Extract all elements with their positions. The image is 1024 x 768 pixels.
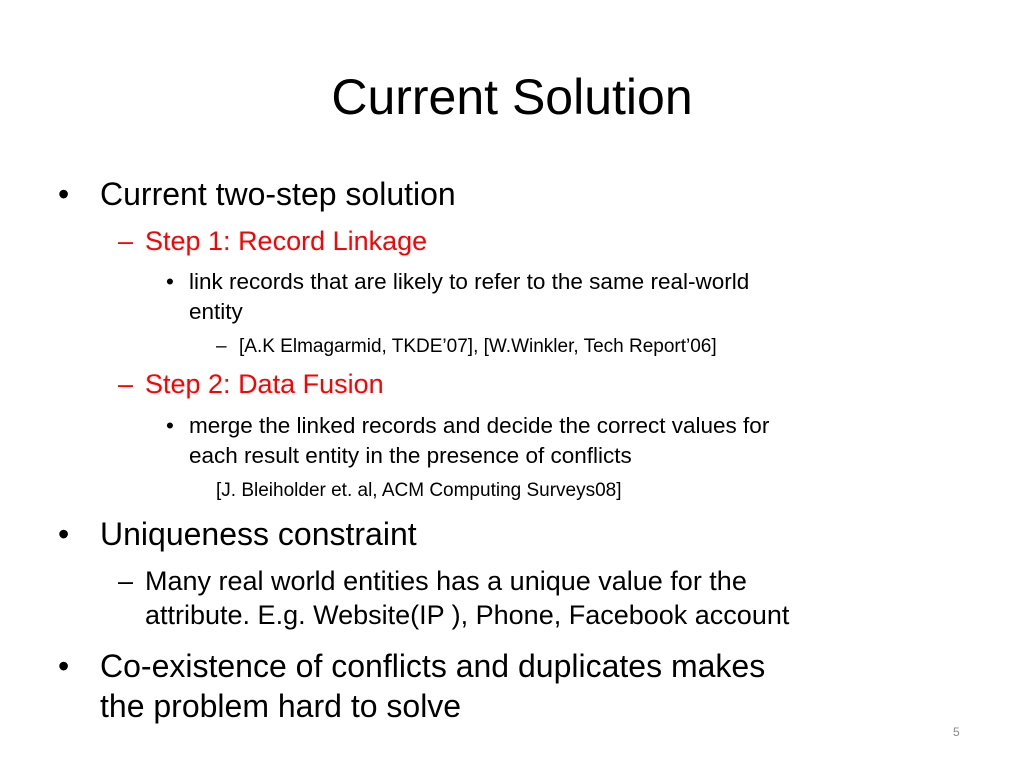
reference-text: [A.K Elmagarmid, TKDE’07], [W.Winkler, Tech Report’06] [239,336,717,357]
detail-text: link records that are likely to refer to the same real-world [189,269,750,294]
bullet-text: Uniqueness constraint [100,516,417,552]
bullet-marker: • [58,648,70,684]
dash-marker: – [118,369,134,399]
dash-marker: – [216,336,227,357]
reference-step2 [216,478,622,504]
sub-bullet-uniqueness-line2 [145,599,789,632]
dash-marker: – [118,226,134,256]
page-number: 5 [953,725,960,739]
bullet-marker: • [166,269,174,294]
bullet-text: Current two-step solution [100,176,456,212]
sub-bullet-text: Many real world entities has a unique value for the [145,566,747,596]
sub-bullet-text: Step 1: Record Linkage [145,226,428,256]
sub-bullet-text: Step 2: Data Fusion [145,369,384,399]
dash-marker: – [118,566,134,596]
bullet-text-continued: the problem hard to solve [100,688,462,724]
sub-bullet-text-continued: attribute. E.g. Website(IP ), Phone, Facebook account [145,600,790,630]
bullet-marker: • [166,413,174,438]
bullet-coexistence-line2 [100,688,461,724]
bullet-text: Co-existence of conflicts and duplicates makes [100,648,766,684]
bullet-marker: • [58,516,70,552]
detail-step1-line2 [189,297,243,326]
detail-text-continued: entity [189,299,243,324]
detail-text: merge the linked records and decide the correct values for [189,413,770,438]
bullet-marker: • [58,176,70,212]
reference-text: [J. Bleiholder et. al, ACM Computing Surveys08] [216,480,622,501]
slide-title: Current Solution [331,69,693,125]
detail-step2-line2 [189,441,632,470]
detail-text-continued: each result entity in the presence of conflicts [189,443,632,468]
